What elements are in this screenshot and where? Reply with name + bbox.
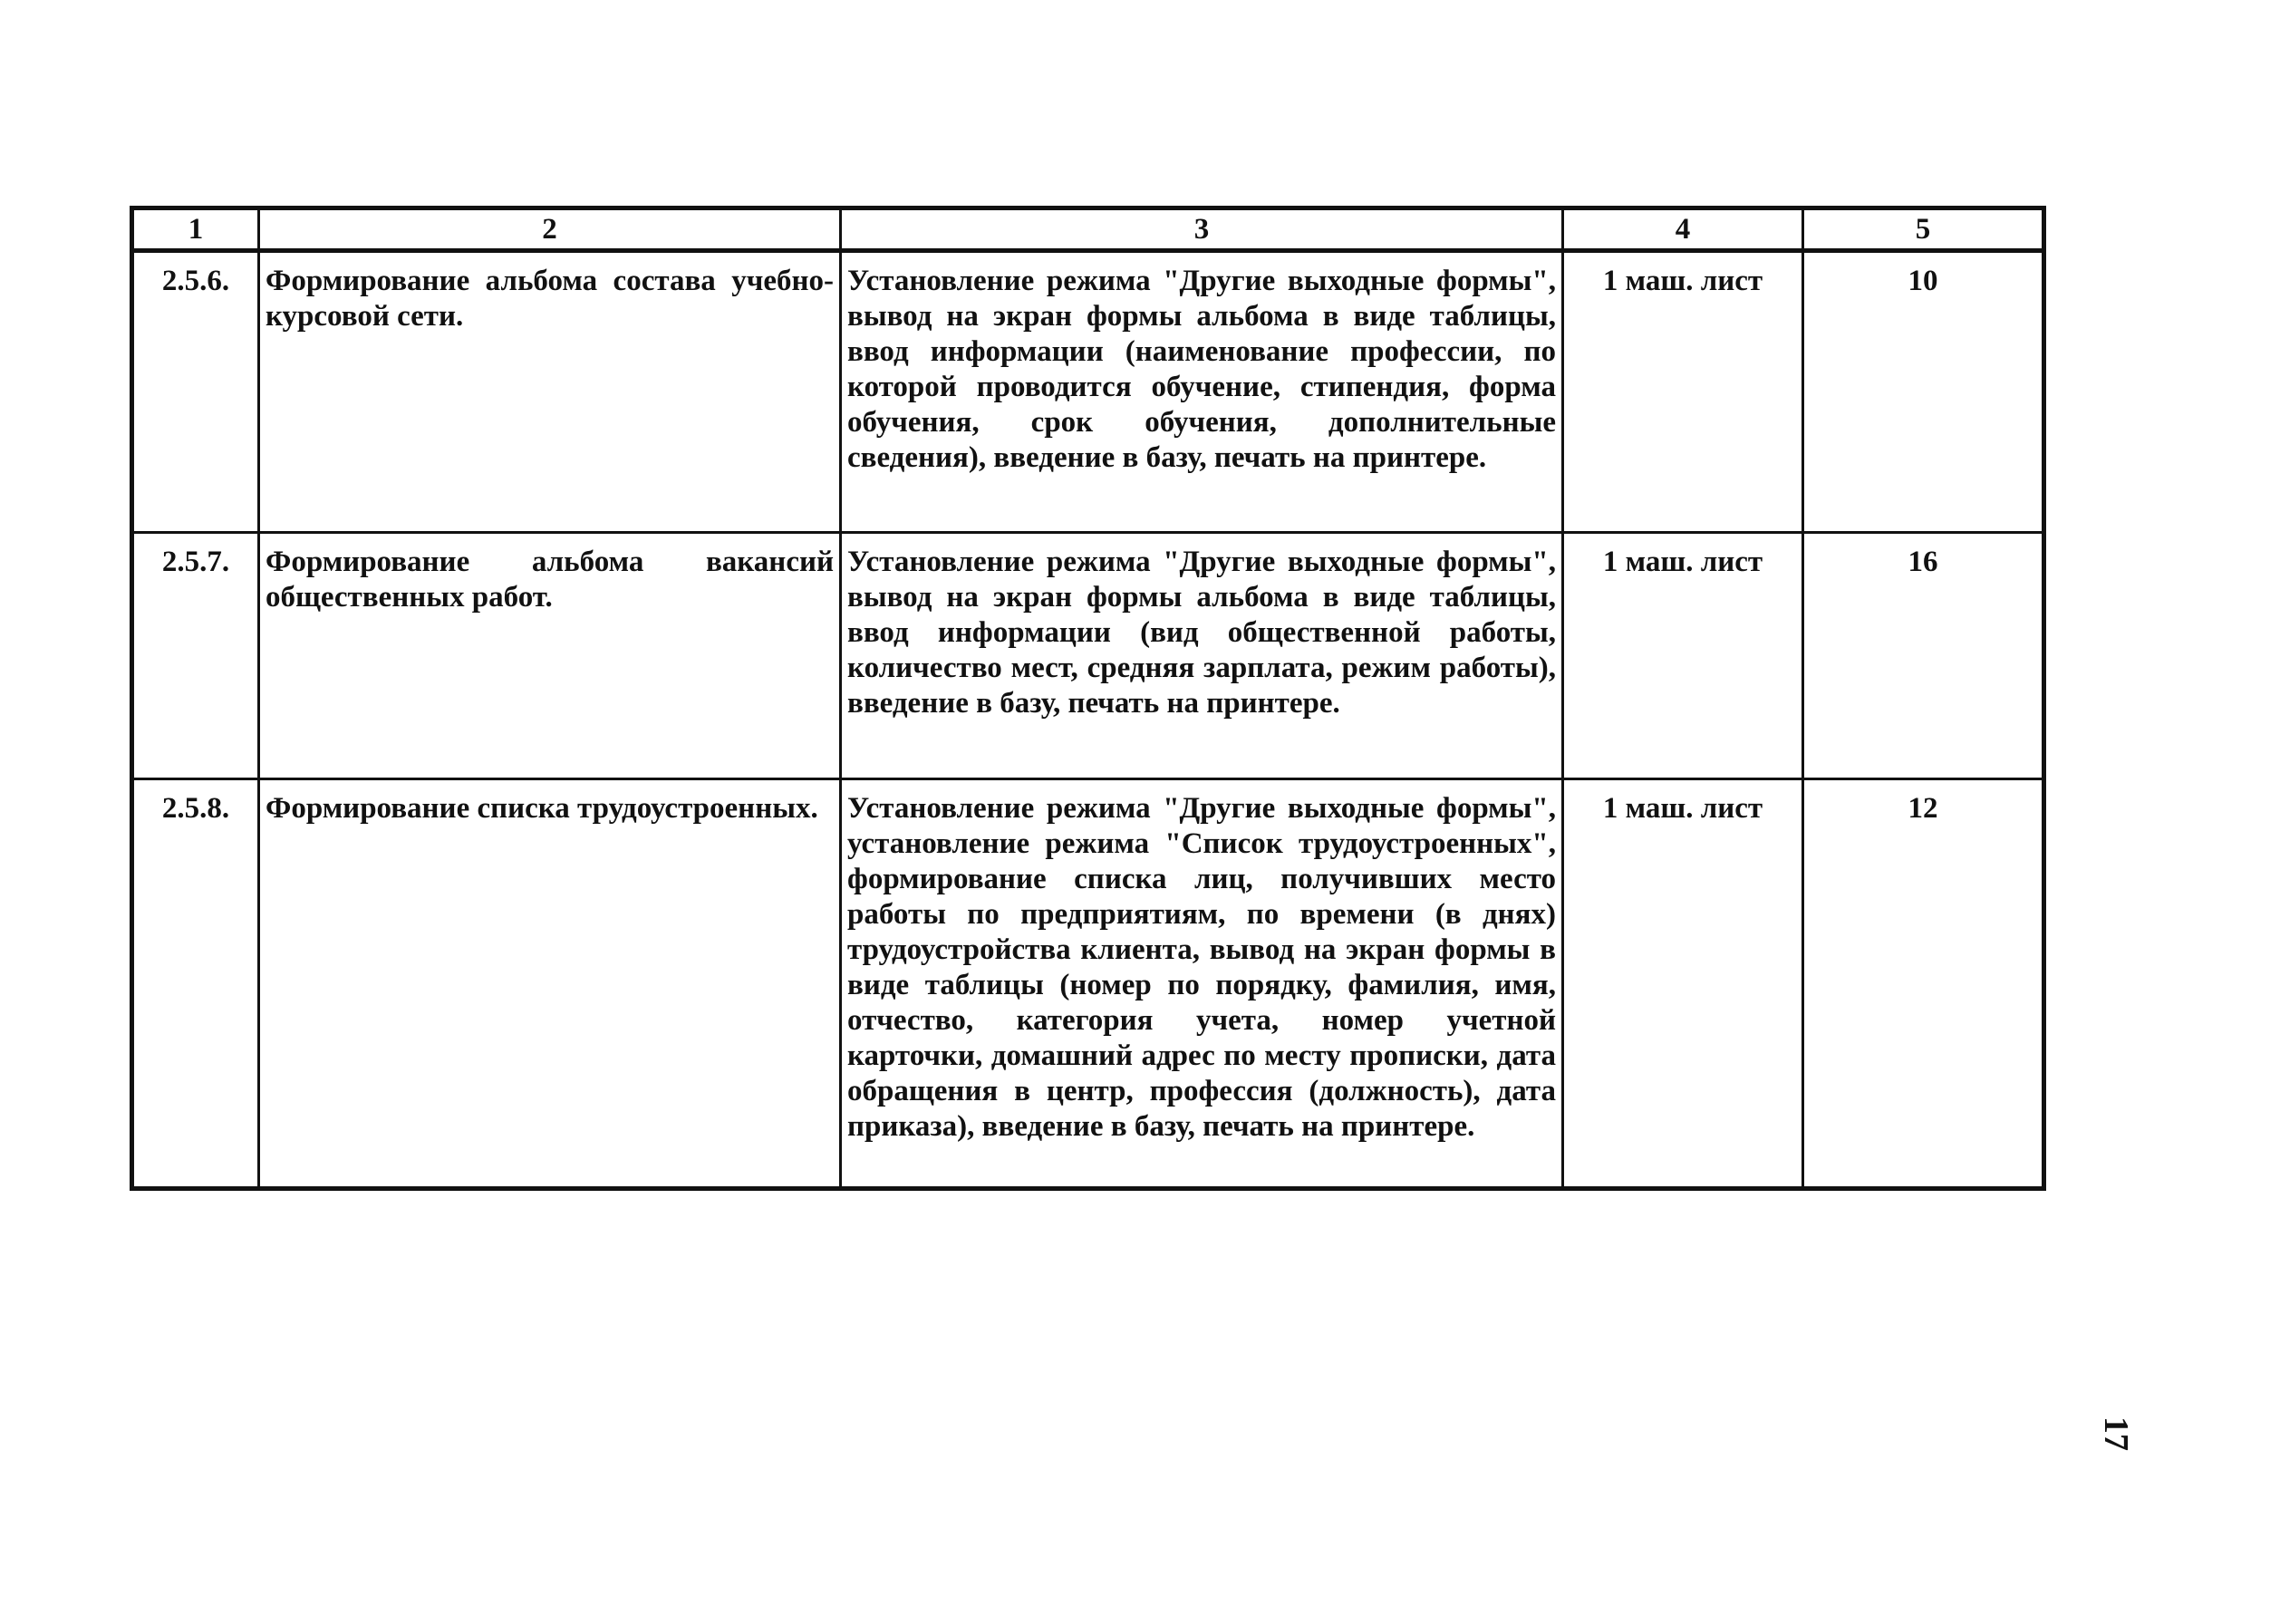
header-col-2: 2 (259, 208, 841, 251)
table-row (132, 251, 2044, 533)
specification-table (130, 206, 2046, 1191)
row-volume: 1 маш. лист (1563, 533, 1803, 779)
header-col-3: 3 (841, 208, 1563, 251)
row-description: Установление режима "Другие выходные формы", установление режима "Список трудоустроенных", формирование списка лиц, получивших место работы по предприятиям, по времени (в днях) трудоустройства клиента, вывод на экран формы в виде таблицы (номер по порядку, фамилия, имя, отчество, категория учета, номер учетной карточки, домашний адрес по месту прописки, дата обращения в центр, профессия (должность), дата приказа), введение в базу, печать на принтере. (841, 779, 1563, 1189)
table-row (132, 779, 2044, 1189)
header-col-1: 1 (132, 208, 259, 251)
row-name: Формирование списка трудоустроенных. (259, 779, 841, 1189)
row-number: 2.5.6. (132, 251, 259, 533)
header-row (132, 208, 2044, 251)
header-col-5: 5 (1803, 208, 2044, 251)
row-volume: 1 маш. лист (1563, 251, 1803, 533)
row-value: 12 (1803, 779, 2044, 1189)
row-value: 16 (1803, 533, 2044, 779)
row-description: Установление режима "Другие выходные формы", вывод на экран формы альбома в виде таблицы, ввод информации (вид общественной работы, количество мест, средняя зарплата, режим работы), введение в базу, печать на принтере. (841, 533, 1563, 779)
row-number: 2.5.8. (132, 779, 259, 1189)
row-number: 2.5.7. (132, 533, 259, 779)
row-description: Установление режима "Другие выходные формы", вывод на экран формы альбома в виде таблицы, ввод информации (наименование профессии, по которой проводится обучение, стипендия, форма обучения, срок обучения, дополнительные сведения), введение в базу, печать на принтере. (841, 251, 1563, 533)
row-volume: 1 маш. лист (1563, 779, 1803, 1189)
page-number: 17 (2097, 1416, 2135, 1451)
row-value: 10 (1803, 251, 2044, 533)
table-row (132, 533, 2044, 779)
row-name: Формирование альбома вакансий общественных работ. (259, 533, 841, 779)
header-col-4: 4 (1563, 208, 1803, 251)
row-name: Формирование альбома состава учебно-курсовой сети. (259, 251, 841, 533)
